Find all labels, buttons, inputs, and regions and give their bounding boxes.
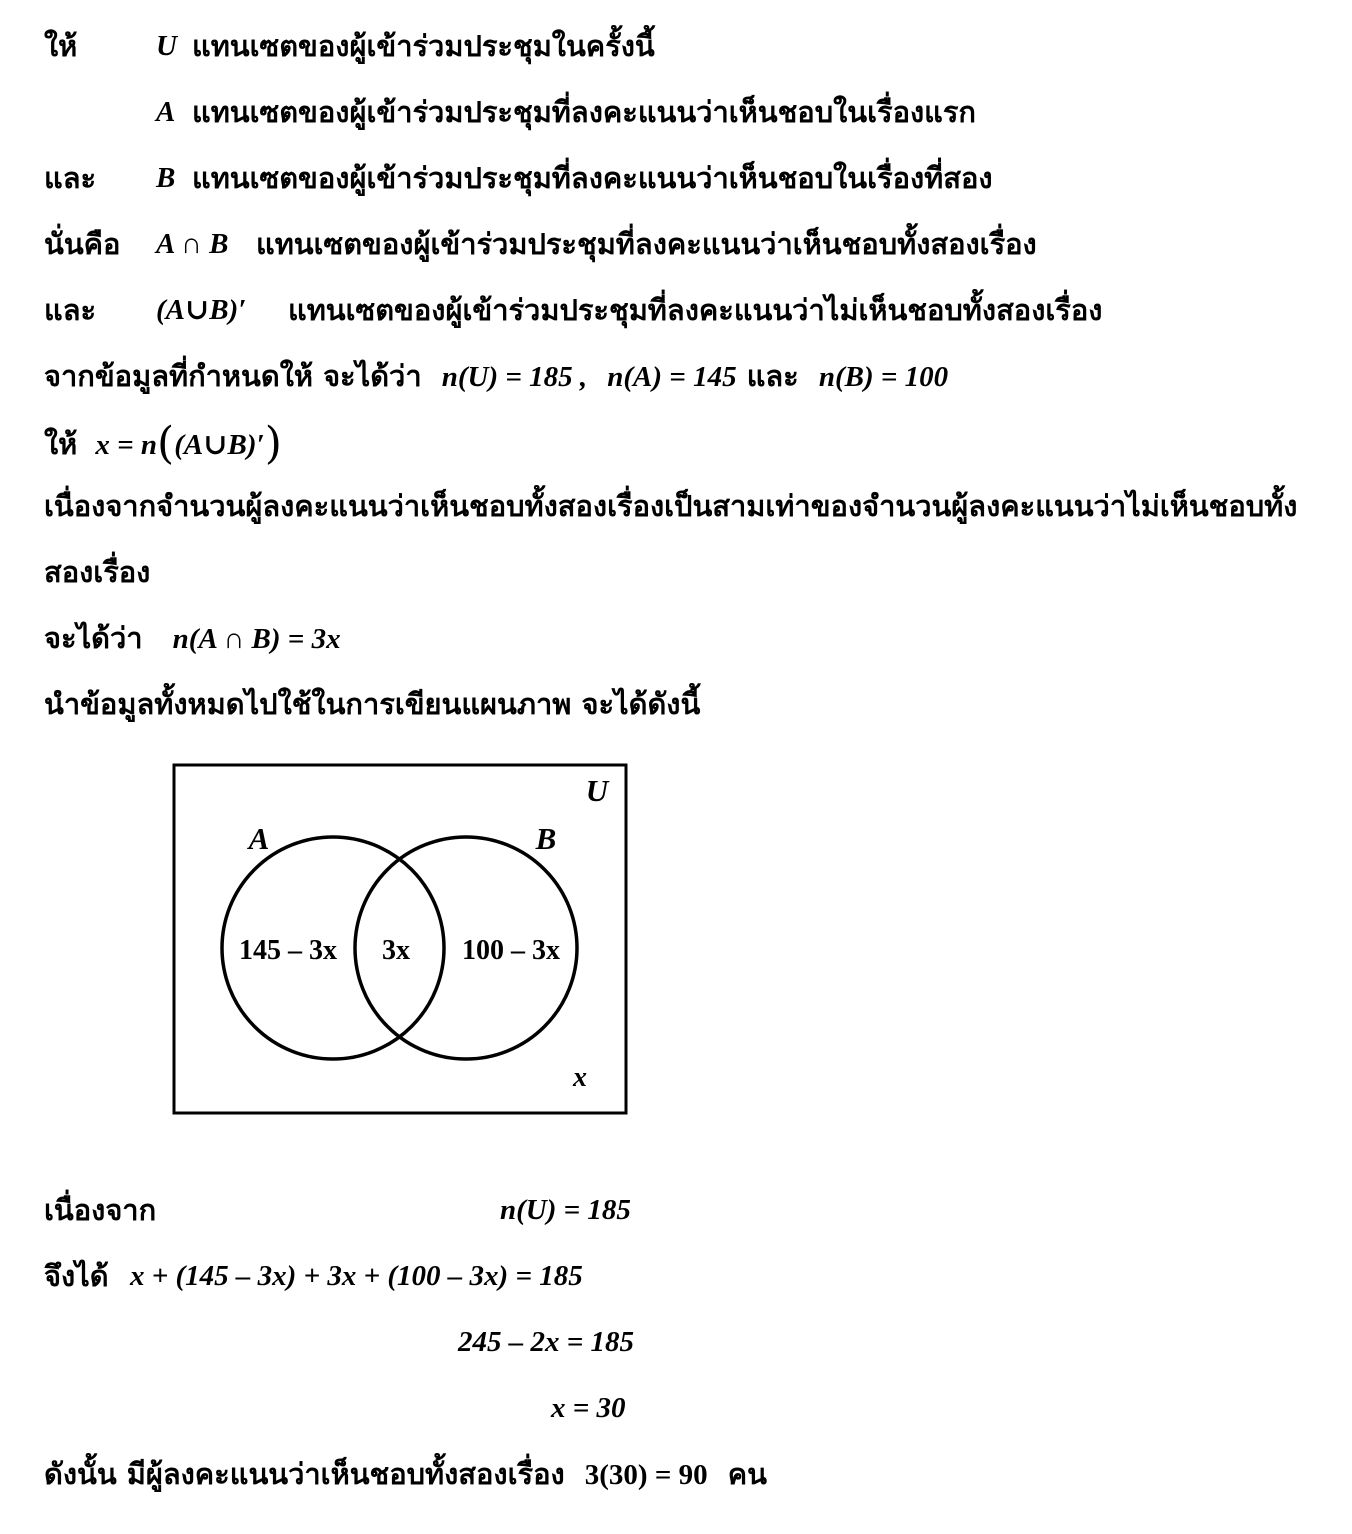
region-both: 3x <box>382 935 410 966</box>
def-symbol-u: U <box>156 30 177 62</box>
solution-step-3: x = 30 <box>551 1392 626 1424</box>
set-b-label: B <box>535 821 557 856</box>
open-paren-icon: ( <box>157 418 175 469</box>
def-symbol-a-cap-b: A ∩ B <box>156 228 229 260</box>
def-text-a: แทนเซตของผู้เข้าร่วมประชุมที่ลงคะแนนว่าเห็นชอบในเรื่องแรก <box>192 95 976 129</box>
since-word: เนื่องจาก <box>44 1193 157 1227</box>
def-lead-1: ให้ <box>44 29 78 63</box>
given-prefix: จากข้อมูลที่กำหนดให้ จะได้ว่า <box>44 359 422 393</box>
def-text-complement: แทนเซตของผู้เข้าร่วมประชุมที่ลงคะแนนว่าไม่เห็นชอบทั้งสองเรื่อง <box>288 293 1103 327</box>
def-lead-5: และ <box>44 293 97 327</box>
reason-line-2: สองเรื่อง <box>44 555 151 589</box>
region-outside: x <box>573 1062 587 1093</box>
let-x-line <box>44 420 282 468</box>
def-text-u: แทนเซตของผู้เข้าร่วมประชุมในครั้งนี้ <box>192 29 655 63</box>
def-symbol-complement: (A∪B)′ <box>156 294 247 326</box>
solution-step-2: 245 – 2x = 185 <box>458 1326 635 1358</box>
since-eq: n(U) = 185 <box>500 1194 631 1226</box>
conclusion-unit: คน <box>727 1457 767 1491</box>
diagram-intro: นำข้อมูลทั้งหมดไปใช้ในการเขียนแผนภาพ จะได้ดังนี้ <box>44 687 701 721</box>
given-and: และ <box>746 359 799 393</box>
def-lead-4: นั่นคือ <box>44 227 121 261</box>
given-na: n(A) = 145 <box>607 361 737 393</box>
intersect-line <box>44 618 341 658</box>
intersect-eq: n(A ∩ B) = 3x <box>172 623 341 655</box>
let-x-lhs: x = n <box>95 429 158 461</box>
given-nu: n(U) = 185 , <box>441 361 588 393</box>
let-x-prefix: ให้ <box>44 427 78 461</box>
solution-step-1: x + (145 – 3x) + 3x + (100 – 3x) = 185 <box>130 1260 583 1292</box>
region-b-only: 100 – 3x <box>462 935 560 966</box>
conclusion-line <box>44 1454 767 1494</box>
set-a-label: A <box>248 821 270 856</box>
reason-line-1: เนื่องจากจำนวนผู้ลงคะแนนว่าเห็นชอบทั้งสองเรื่องเป็นสามเท่าของจำนวนผู้ลงคะแนนว่าไม่เห็นชอบทั้ง <box>44 489 1298 523</box>
def-symbol-b: B <box>156 162 176 194</box>
def-text-b: แทนเซตของผู้เข้าร่วมประชุมที่ลงคะแนนว่าเห็นชอบในเรื่องที่สอง <box>192 161 993 195</box>
given-nb: n(B) = 100 <box>818 361 949 393</box>
venn-diagram <box>170 762 632 1118</box>
so-word: จึงได้ <box>44 1259 109 1293</box>
def-lead-3: และ <box>44 161 97 195</box>
let-x-inner: (A∪B)′ <box>174 429 265 461</box>
region-a-only: 145 – 3x <box>239 935 337 966</box>
intersect-prefix: จะได้ว่า <box>44 621 143 655</box>
def-text-a-cap-b: แทนเซตของผู้เข้าร่วมประชุมที่ลงคะแนนว่าเห็นชอบทั้งสองเรื่อง <box>256 227 1037 261</box>
given-line <box>44 356 948 396</box>
def-symbol-a: A <box>156 96 176 128</box>
close-paren-icon: ) <box>264 418 282 469</box>
universe-label: U <box>585 773 609 808</box>
conclusion-value: 3(30) = 90 <box>584 1459 708 1491</box>
conclusion-prefix: ดังนั้น มีผู้ลงคะแนนว่าเห็นชอบทั้งสองเรื่อง <box>44 1457 565 1491</box>
